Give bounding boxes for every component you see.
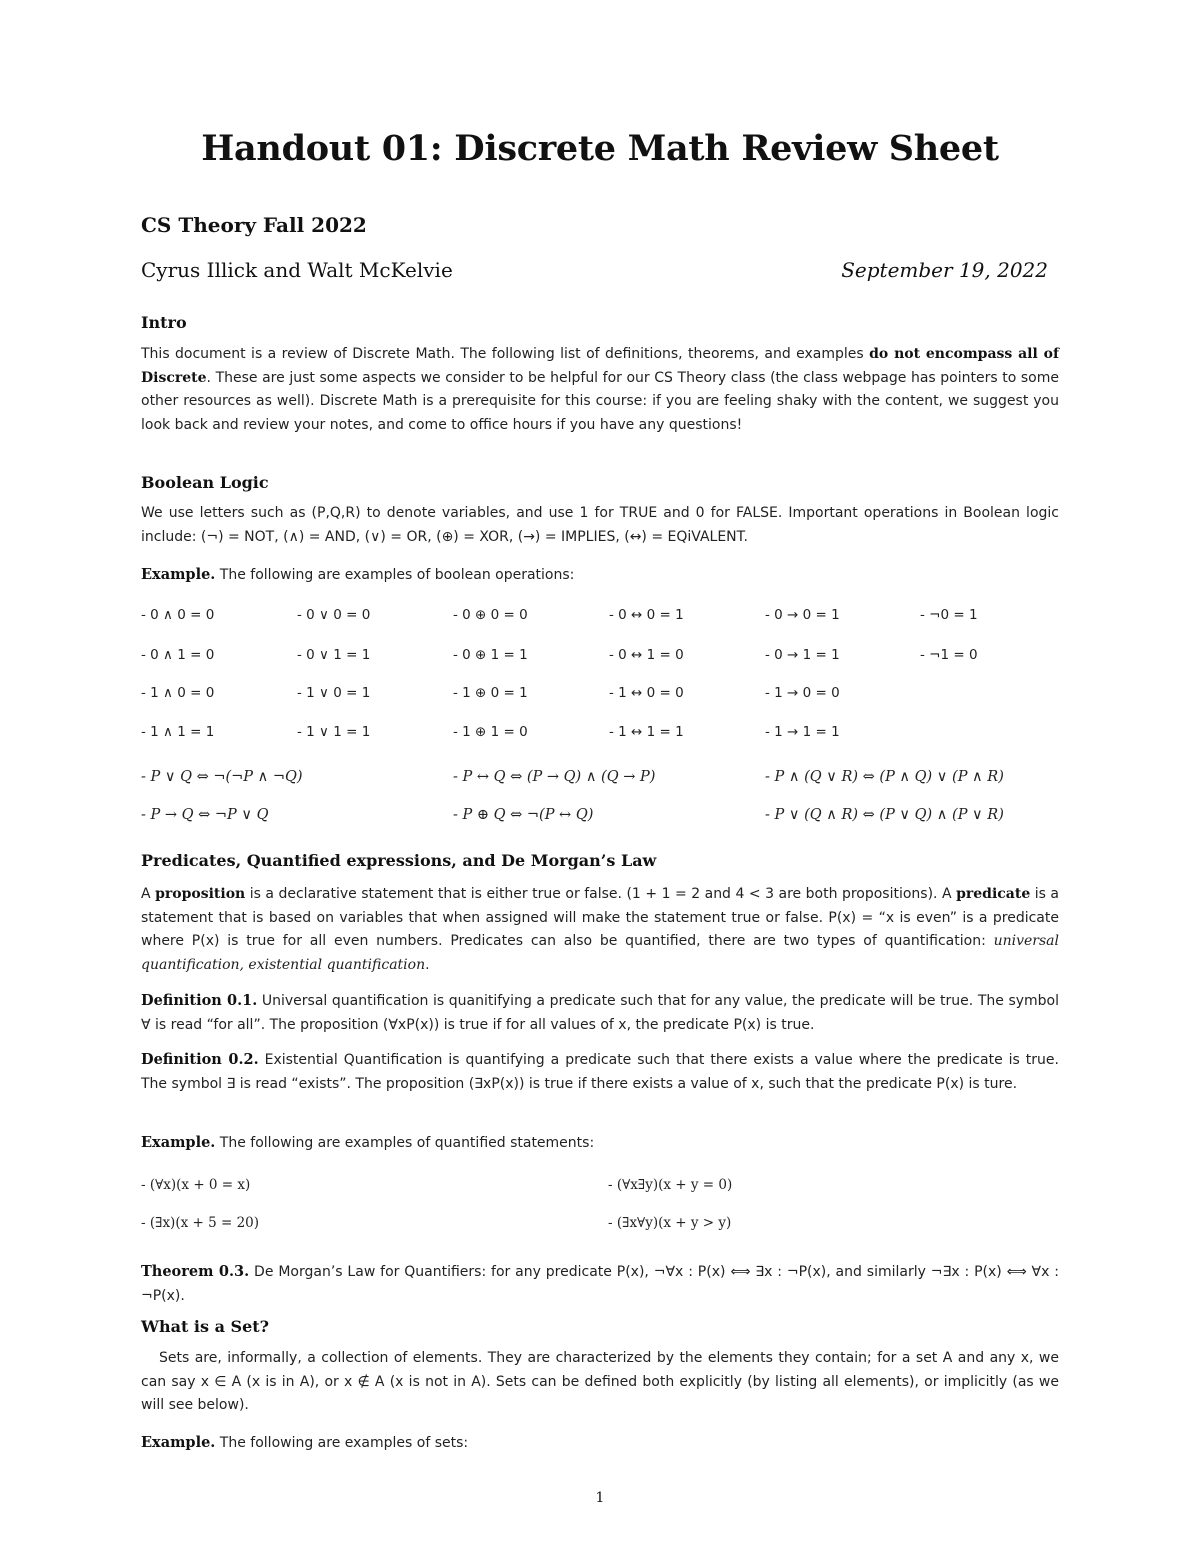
- expression: - 0 ↔ 0 = 1: [609, 607, 684, 623]
- expression: - 0 ∨ 0 = 0: [297, 607, 371, 623]
- expression: - ¬1 = 0: [920, 647, 978, 663]
- expression: - (∀x)(x + 0 = x): [141, 1177, 251, 1193]
- quantified-statements-row: [141, 1215, 1071, 1235]
- intro-text-1: This document is a review of Discrete Math. The following list of definitions, theorems, and examples: [141, 346, 870, 362]
- expression: - P ∨ Q ⇔ ¬(¬P ∧ ¬Q): [141, 769, 303, 785]
- section-heading-intro: Intro: [141, 313, 187, 332]
- expression: - 1 ↔ 1 = 1: [609, 724, 684, 740]
- expression: - P ⊕ Q ⇔ ¬(P ↔ Q): [453, 807, 594, 823]
- theorem-0-3: [141, 1260, 1059, 1308]
- term-predicate: predicate: [956, 886, 1031, 902]
- boolean-laws-row: [141, 769, 1071, 789]
- expression: - 1 ↔ 0 = 0: [609, 685, 684, 701]
- section-heading-predicates: Predicates, Quantified expressions, and De Morgan’s Law: [141, 851, 657, 870]
- example-label: Example.: [141, 1434, 216, 1451]
- expression: - 0 ∧ 0 = 0: [141, 607, 215, 623]
- expression: - (∃x∀y)(x + y > y): [608, 1215, 732, 1231]
- example-text: The following are examples of boolean operations:: [215, 567, 575, 583]
- expression: - 1 ⊕ 0 = 1: [453, 685, 528, 701]
- quantification-types: universal quantification, existential quantification: [141, 933, 1059, 973]
- example-label: Example.: [141, 1134, 216, 1151]
- sets-paragraph: Sets are, informally, a collection of elements. They are characterized by the elements they contain; for a set A and any x, we can say x ∈ A (x is in A), or x ∉ A (x is not in A). Sets can be defined both explicitly (by listing all elements), or implicitly (as we will see below).: [141, 1350, 1059, 1414]
- expression: - 1 ∨ 0 = 1: [297, 685, 371, 701]
- expression: - (∃x)(x + 5 = 20): [141, 1215, 260, 1231]
- intro-emphasis: do not encompass all of Discrete: [141, 346, 1060, 386]
- boolean-operations-row: [141, 647, 1071, 667]
- boolean-paragraph: We use letters such as (P,Q,R) to denote variables, and use 1 for TRUE and 0 for FALSE. Important operations in Boolean logic include: (¬) = NOT, (∧) = AND, (∨) = OR, (⊕) = XOR, (→) = IMPLIES, (↔) = EQiVALENT.: [141, 505, 1059, 545]
- theorem-text: De Morgan’s Law for Quantifiers: for any predicate P(x), ¬∀x : P(x) ⟺ ∃x : ¬P(x), and similarly ¬∃x : P(x) ⟺ ∀x : ¬P(x).: [141, 1264, 1059, 1304]
- theorem-label: Theorem 0.3.: [141, 1263, 250, 1280]
- example-label: Example.: [141, 566, 216, 583]
- term-proposition: proposition: [155, 886, 246, 902]
- expression: - 1 ⊕ 1 = 0: [453, 724, 528, 740]
- expression: - 1 → 0 = 0: [765, 685, 840, 701]
- course-name: CS Theory Fall 2022: [141, 213, 367, 237]
- expression: - 0 ∧ 1 = 0: [141, 647, 215, 663]
- expression: - 0 ⊕ 0 = 0: [453, 607, 528, 623]
- expression: - 0 ⊕ 1 = 1: [453, 647, 528, 663]
- expression: - 0 ↔ 1 = 0: [609, 647, 684, 663]
- document-title: Handout 01: Discrete Math Review Sheet: [201, 128, 999, 169]
- definition-0-1: [141, 989, 1059, 1037]
- expression: - P → Q ⇔ ¬P ∨ Q: [141, 807, 269, 823]
- quantified-statements-row: [141, 1177, 1071, 1197]
- expression: - 0 → 1 = 1: [765, 647, 840, 663]
- definition-text: Universal quantification is quanitifying a predicate such that for any value, the predicate will be true. The symbol ∀ is read “for all”. The proposition (∀xP(x)) is true if for all values of x, the predicate P(x) is true.: [141, 993, 1059, 1033]
- expression: - 1 ∨ 1 = 1: [297, 724, 371, 740]
- boolean-example: [141, 563, 1059, 588]
- boolean-operations-row: [141, 685, 1071, 705]
- boolean-laws-row: [141, 807, 1071, 827]
- expression: - 1 ∧ 0 = 0: [141, 685, 215, 701]
- authors: Cyrus Illick and Walt McKelvie: [141, 258, 453, 282]
- page-number: 1: [595, 1490, 605, 1506]
- section-heading-boolean-logic: Boolean Logic: [141, 473, 269, 492]
- predicates-text-b: is a declarative statement that is either true or false. (1 + 1 = 2 and 4 < 3 are both propositions). A: [245, 886, 957, 902]
- intro-paragraph: [141, 343, 1059, 437]
- definition-0-2: [141, 1048, 1059, 1096]
- boolean-operations-row: [141, 607, 1071, 627]
- predicates-paragraph: [141, 883, 1059, 977]
- definition-label: Definition 0.2.: [141, 1051, 259, 1068]
- predicates-text-a: A: [141, 886, 156, 902]
- definition-label: Definition 0.1.: [141, 992, 258, 1009]
- sets-example: [141, 1431, 1059, 1456]
- expression: - (∀x∃y)(x + y = 0): [608, 1177, 733, 1193]
- boolean-operations-row: [141, 724, 1071, 744]
- section-heading-sets: What is a Set?: [141, 1317, 270, 1336]
- predicates-text-c: is a statement that is based on variables that when assigned will make the statement true or false. P(x) = “x is even” is a predicate where P(x) is true for all even numbers. Predicates can also be quantified, there are two types of quantification:: [141, 886, 1059, 950]
- expression: - P ∧ (Q ∨ R) ⇔ (P ∧ Q) ∨ (P ∧ R): [765, 769, 1004, 785]
- example-text: The following are examples of quantified statements:: [215, 1135, 595, 1151]
- definition-text: Existential Quantification is quantifying a predicate such that there exists a value where the predicate is true. The symbol ∃ is read “exists”. The proposition (∃xP(x)) is true if there exists a value of x, such that the predicate P(x) is ture.: [141, 1052, 1059, 1092]
- document-date: September 19, 2022: [841, 258, 1048, 282]
- expression: - P ∨ (Q ∧ R) ⇔ (P ∨ Q) ∧ (P ∨ R): [765, 807, 1004, 823]
- intro-text-2: . These are just some aspects we consider to be helpful for our CS Theory class (the class webpage has pointers to some other resources as well). Discrete Math is a prerequisite for this course: if you are feeling shaky with the content, we suggest you look back and review your notes, and come to office hours if you have any questions!: [141, 369, 1059, 433]
- expression: - P ↔ Q ⇔ (P → Q) ∧ (Q → P): [453, 769, 656, 785]
- quantified-example: [141, 1131, 1059, 1156]
- expression: - ¬0 = 1: [920, 607, 978, 623]
- predicates-text-d: .: [425, 956, 430, 973]
- expression: - 0 → 0 = 1: [765, 607, 840, 623]
- expression: - 1 → 1 = 1: [765, 724, 840, 740]
- expression: - 1 ∧ 1 = 1: [141, 724, 215, 740]
- example-text: The following are examples of sets:: [215, 1435, 469, 1451]
- expression: - 0 ∨ 1 = 1: [297, 647, 371, 663]
